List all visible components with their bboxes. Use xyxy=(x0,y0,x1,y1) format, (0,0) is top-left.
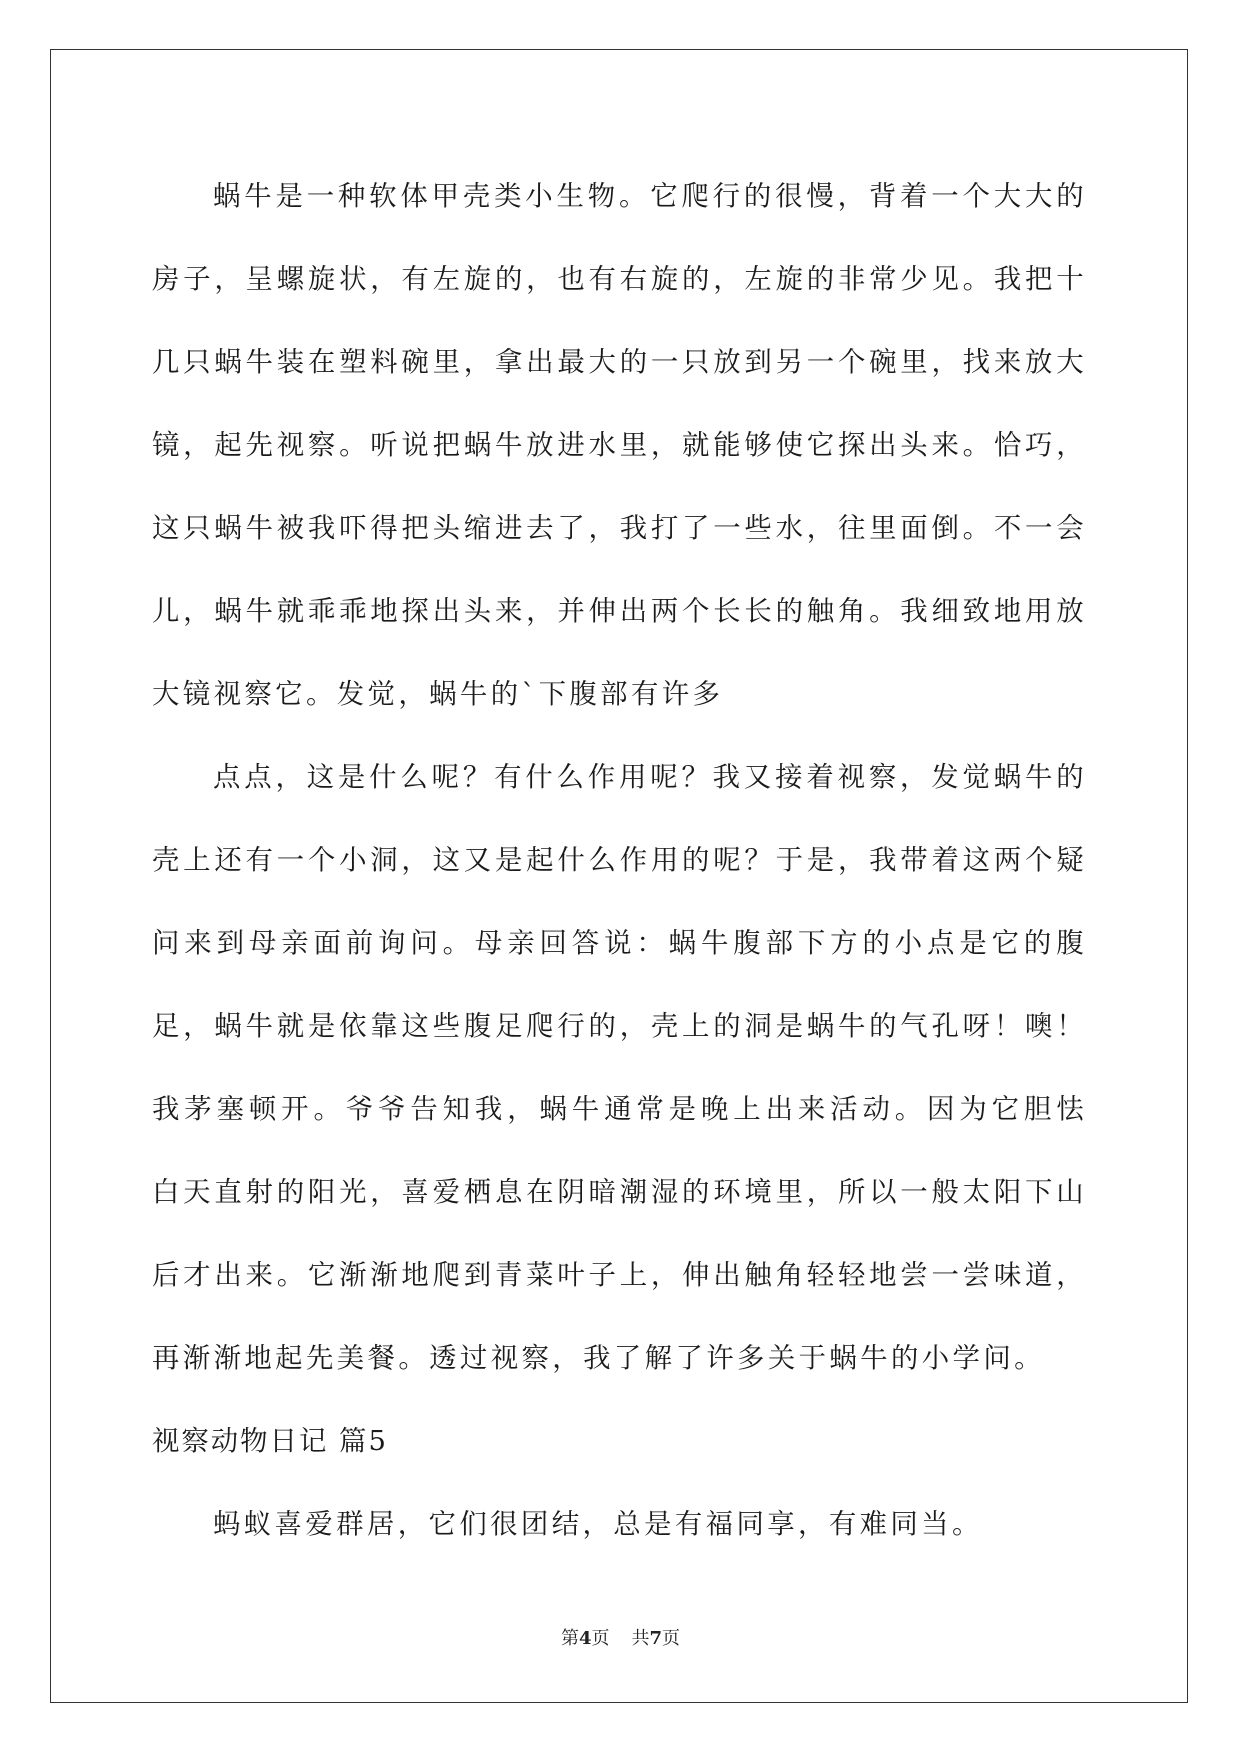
footer-total-prefix: 共 xyxy=(631,1628,650,1649)
total-pages-number: 7 xyxy=(649,1628,663,1649)
document-body xyxy=(152,155,1118,1566)
section-paragraph: 蚂蚁喜爱群居，它们很团结，总是有福同享，有难同当。 xyxy=(213,1509,983,1540)
paragraph-2: 点点，这是什么呢？有什么作用呢？我又接着视察，发觉蜗牛的壳上还有一个小洞，这又是起什么作用的呢？于是，我带着这两个疑问来到母亲面前询问。母亲回答说：蜗牛腹部下方的小点是它的腹足，蜗牛就是依靠这些腹足爬行的，壳上的洞是蜗牛的气孔呀！噢！我茅塞顿开。爷爷告知我，蜗牛通常是晚上出来活动。因为它胆怯 白天直射的阳光，喜爱栖息在阴暗潮湿的环境里，所以一般太阳下山后才出来。它渐渐地爬到青菜叶子上，伸出触角轻轻地尝一尝味道，再渐渐地起先美餐。透过视察，我了解了许多关于蜗牛的小学问。 xyxy=(152,762,1118,1374)
footer-total-suffix: 页 xyxy=(662,1628,681,1649)
section-heading: 视察动物日记 篇5 xyxy=(152,1426,388,1457)
current-page-number: 4 xyxy=(578,1628,592,1649)
paragraph-1: 蜗牛是一种软体甲壳类小生物。它爬行的很慢，背着一个大大的房子，呈螺旋状，有左旋的，也有右旋的，左旋的非常少见。我把十几只蜗牛装在塑料碗里，拿出最大的一只放到另一个碗里，找来放大镜，起先视察。听说把蜗牛放进水里，就能够使它探出头来。恰巧，这只蜗牛被我吓得把头缩进去了，我打了一些水，往里面倒。不一会儿，蜗牛就乖乖地探出头来，并伸出两个长长的触角。我细致地用放大镜视察它。发觉，蜗牛的`下腹部有许多 xyxy=(152,181,1087,710)
footer-prefix: 第 xyxy=(560,1628,579,1649)
footer-page-suffix: 页 xyxy=(591,1628,610,1649)
page-footer xyxy=(0,1624,1241,1650)
